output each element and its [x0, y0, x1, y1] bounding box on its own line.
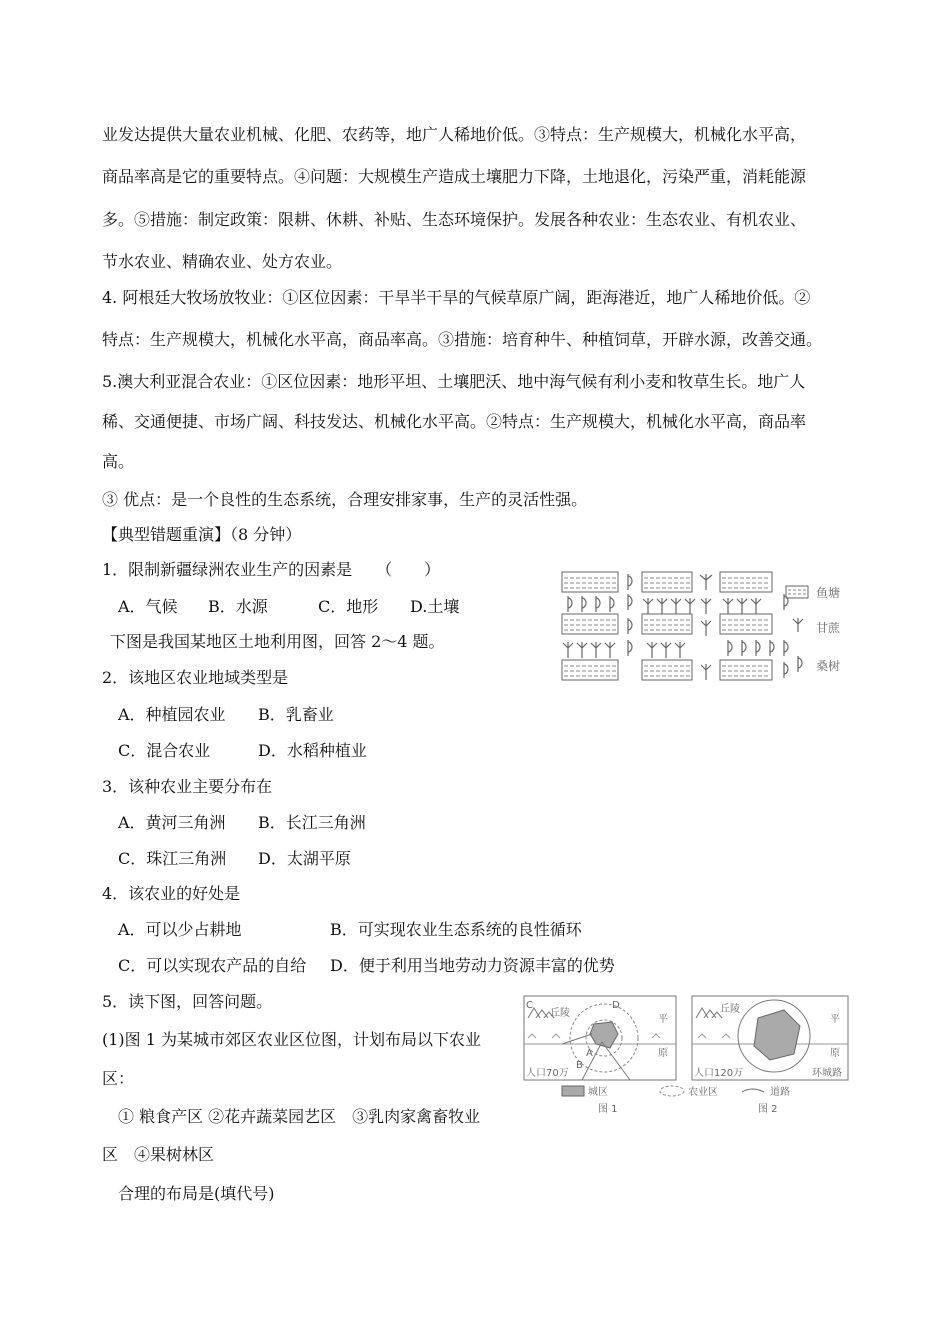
body-line-5: 4. 阿根廷大牧场放牧业：①区位因素：干旱半干旱的气候草原广阔，距海港近，地广人稀地价低。② — [102, 288, 811, 307]
fig1-plain-2: 原 — [658, 1048, 668, 1059]
figure-2 — [692, 996, 848, 1080]
fish-pond-grid — [562, 572, 772, 680]
fig2-plain-2: 原 — [830, 1048, 840, 1059]
body-line-3: 多。⑤措施：制定政策：限耕、休耕、补贴、生态环境保护。发展各种农业：生态农业、有机农业、 — [102, 210, 807, 229]
q1-option-b: B．水源 — [208, 597, 268, 616]
q3-option-c: C．珠江三角洲 — [118, 849, 227, 868]
q5-sub1-line5: 合理的布局是(填代号) — [118, 1184, 275, 1203]
q5-sub1-line4: 区 ④果树林区 — [102, 1145, 215, 1164]
section-title: 【典型错题重演】（8 分钟） — [102, 525, 302, 544]
fig2-city-area — [754, 1010, 800, 1060]
fig2-ring-road: 环城路 — [812, 1068, 842, 1079]
legend-agri-area: 农业区 — [688, 1087, 718, 1098]
intro-2-4: 下图是我国某地区土地利用图，回答 2～4 题。 — [110, 632, 445, 651]
fig1-letter-d: D — [612, 1000, 620, 1011]
q2-stem: 2．该地区农业地域类型是 — [102, 668, 289, 687]
body-line-10: ③ 优点：是一个良性的生态系统，合理安排家事，生产的灵活性强。 — [102, 490, 588, 509]
body-line-4: 节水农业、精确农业、处方农业。 — [102, 252, 343, 271]
fig2-caption: 图 2 — [758, 1104, 778, 1115]
q5-stem: 5．读下图，回答问题。 — [102, 992, 273, 1011]
q5-sub1-line1: (1)图 1 为某城市郊区农业区位图，计划布局以下农业 — [102, 1030, 482, 1049]
q2-option-a: A．种植园农业 — [118, 705, 226, 724]
fig2-hill: 丘陵 — [720, 1004, 740, 1015]
legend-fish-pond: 鱼塘 — [816, 586, 841, 600]
q4-stem: 4．该农业的好处是 — [102, 884, 241, 903]
city-figure-legend — [562, 1085, 790, 1098]
land-use-figure — [560, 568, 850, 688]
fig1-letter-c: C — [526, 1000, 533, 1011]
legend-city-area: 城区 — [588, 1087, 608, 1098]
q3-stem: 3．该种农业主要分布在 — [102, 777, 273, 796]
q1-stem: 1．限制新疆绿洲农业生产的因素是 （ ） — [102, 560, 441, 579]
body-line-9: 高。 — [102, 452, 135, 471]
body-line-2: 商品率高是它的重要特点。④问题：大规模生产造成土壤肥力下降，土地退化，污染严重，消耗能源 — [102, 167, 807, 186]
mulberry-symbols — [568, 574, 788, 678]
land-use-legend — [786, 585, 841, 673]
q3-option-b: B．长江三角洲 — [258, 813, 366, 832]
fig1-caption: 图 1 — [598, 1104, 618, 1115]
legend-road: 道路 — [770, 1087, 790, 1098]
q2-option-c: C．混合农业 — [118, 741, 211, 760]
q3-option-a: A．黄河三角洲 — [118, 813, 226, 832]
q4-option-b: B．可实现农业生态系统的良性循环 — [330, 920, 582, 939]
fig1-population: 人口70万 — [526, 1068, 569, 1079]
q1-option-a: A．气候 — [118, 597, 178, 616]
q4-option-d: D．便于利用当地劳动力资源丰富的优势 — [330, 956, 615, 975]
fig1-hill: 丘陵 — [550, 1008, 570, 1019]
legend-sugarcane: 甘蔗 — [816, 621, 841, 635]
q5-sub1-line2: 区： — [102, 1069, 135, 1088]
mountain-icon-2 — [696, 1008, 722, 1018]
body-line-7: 5.澳大利亚混合农业：①区位因素：地形平坦、土壤肥沃、地中海气候有利小麦和牧草生长。地广人 — [102, 372, 806, 391]
fig1-letter-a: A — [586, 1048, 593, 1059]
fig1-letter-b: B — [576, 1060, 583, 1071]
fig2-plain-1: 平 — [830, 1014, 840, 1025]
fig1-plain-1: 平 — [658, 1014, 668, 1025]
q2-option-b: B．乳畜业 — [258, 705, 334, 724]
fig2-population: 人口120万 — [694, 1068, 744, 1079]
q1-option-d: D.土壤 — [410, 597, 460, 616]
sugarcane-symbols — [563, 574, 761, 680]
q2-option-d: D．水稻种植业 — [258, 741, 367, 760]
body-line-1: 业发达提供大量农业机械、化肥、农药等，地广人稀地价低。③特点：生产规模大，机械化水平高， — [102, 125, 807, 144]
body-line-8: 稀、交通便捷、市场广阔、科技发达、机械化水平高。②特点：生产规模大，机械化水平高，商品率 — [102, 412, 807, 431]
figure-1 — [524, 996, 676, 1080]
q3-option-d: D．太湖平原 — [258, 849, 351, 868]
q4-option-a: A．可以少占耕地 — [118, 920, 242, 939]
q5-sub1-line3: ① 粮食产区 ②花卉蔬菜园艺区 ③乳肉家禽畜牧业 — [118, 1107, 481, 1126]
body-line-6: 特点：生产规模大，机械化水平高，商品率高。③措施：培育种牛、种植饲草，开辟水源，改善交通。 — [102, 330, 823, 349]
q1-option-c: C．地形 — [318, 597, 379, 616]
legend-mulberry: 桑树 — [816, 659, 841, 673]
q4-option-c: C．可以实现农产品的自给 — [118, 956, 307, 975]
city-agri-figure — [522, 994, 852, 1120]
